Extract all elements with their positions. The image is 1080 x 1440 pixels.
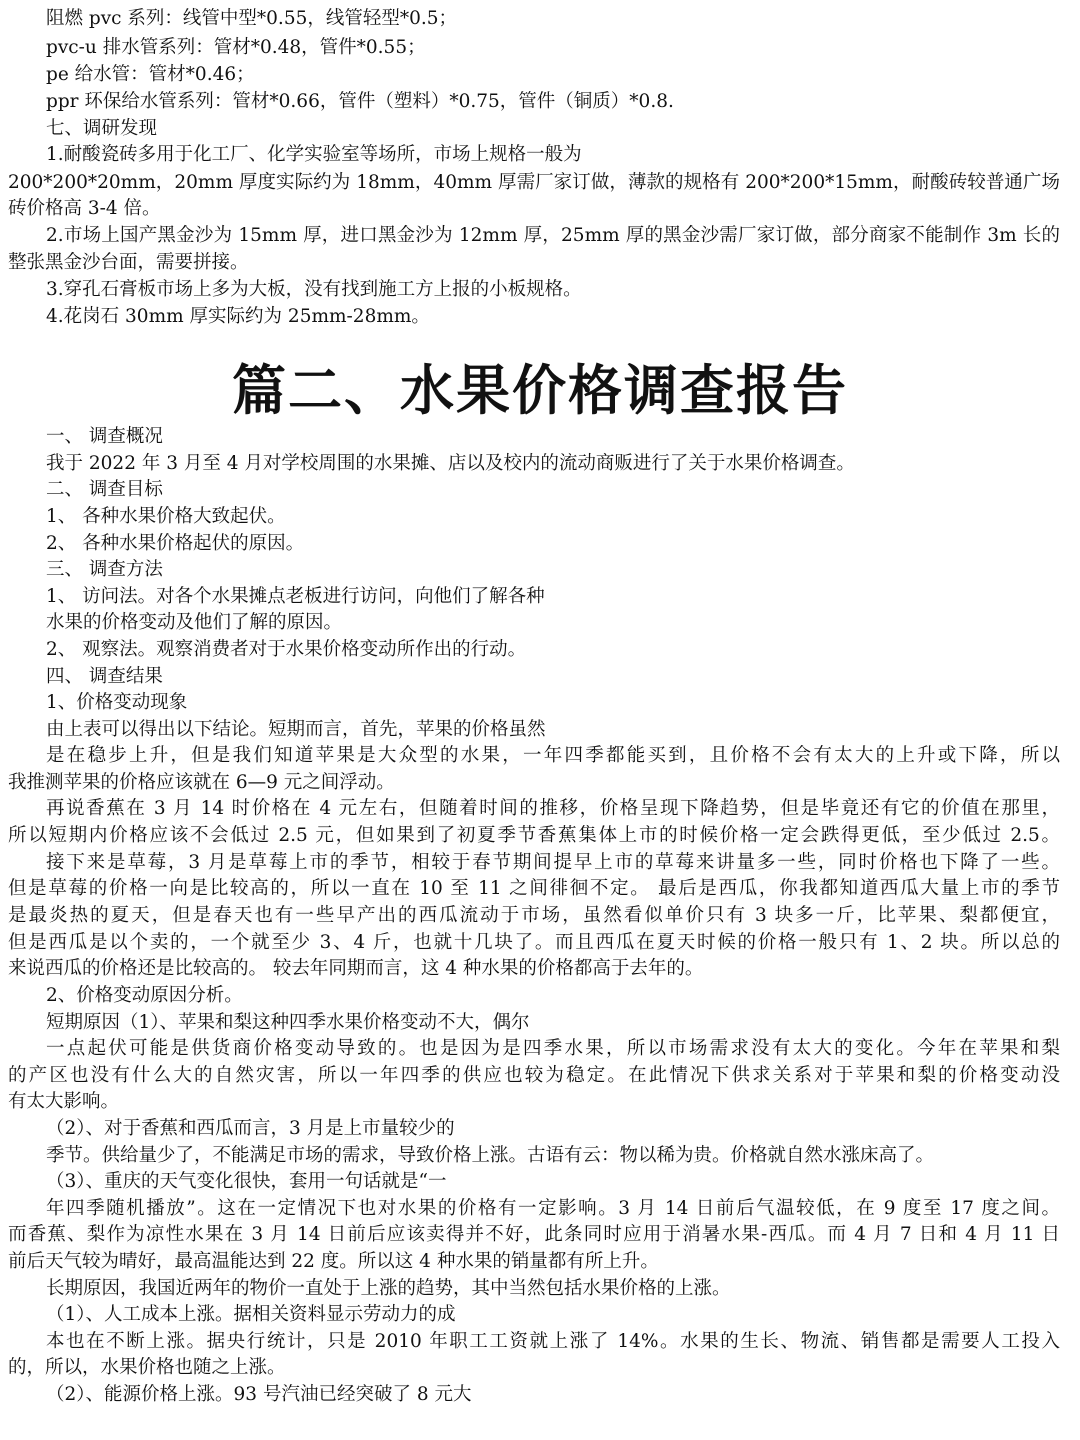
section-heading: 二、 调查目标 (46, 479, 163, 500)
text-line: 的，所以，水果价格也随之上涨。 (8, 1357, 286, 1378)
text-line: 短期原因（1）、苹果和梨这种四季水果价格变动不大，偶尔 (46, 1012, 530, 1033)
text-line: 的产区也没有什么大的自然灾害，所以一年四季的供应也较为稳定。在此情况下供求关系对于苹果和梨的价格变动没 (8, 1065, 1060, 1086)
text-line: 我推测苹果的价格应该就在 6—9 元之间浮动。 (8, 772, 395, 793)
text-line: （2）、对于香蕉和西瓜而言，3 月是上市量较少的 (46, 1118, 455, 1139)
text-line: 季节。供给量少了，不能满足市场的需求，导致价格上涨。古语有云：物以稀为贵。价格就自然水涨床高了。 (46, 1145, 935, 1166)
text-line: （1）、人工成本上涨。据相关资料显示劳动力的成 (46, 1304, 456, 1325)
list-item: 2、 各种水果价格起伏的原因。 (46, 533, 305, 554)
text-line: 前后天气较为晴好，最高温能达到 22 度。所以这 4 种水果的销量都有所上升。 (8, 1251, 659, 1272)
text-line: （3）、重庆的天气变化很快，套用一句话就是“一 (46, 1171, 447, 1192)
section-heading: 四、 调查结果 (46, 666, 163, 687)
text-line: 4.花岗石 30mm 厚实际约为 25mm-28mm。 (46, 306, 430, 327)
text-line: 来说西瓜的价格还是比较高的。 较去年同期而言，这 4 种水果的价格都高于去年的。 (8, 958, 704, 979)
section-heading: 一、 调查概况 (46, 426, 163, 447)
subsection-heading: 2、价格变动原因分析。 (46, 985, 243, 1006)
text-line: 2.市场上国产黑金沙为 15mm 厚，进口黑金沙为 12mm 厚，25mm 厚的黑金沙需厂家订做，部分商家不能制作 3m 长的 (46, 225, 1060, 246)
text-line: 我于 2022 年 3 月至 4 月对学校周围的水果摊、店以及校内的流动商贩进行了关于水果价格调查。 (46, 453, 855, 474)
text-line: 长期原因，我国近两年的物价一直处于上涨的趋势，其中当然包括水果价格的上涨。 (46, 1278, 731, 1299)
text-line: 但是西瓜是以个卖的，一个就至少 3、4 斤，也就十几块了。而且西瓜在夏天时候的价格一般只有 1、2 块。所以总的 (8, 932, 1060, 953)
text-line: 3.穿孔石膏板市场上多为大板，没有找到施工方上报的小板规格。 (46, 279, 582, 300)
text-line: 再说香蕉在 3 月 14 时价格在 4 元左右，但随着时间的推移，价格呈现下降趋势，但是毕竟还有它的价值在那里， (46, 798, 1060, 819)
text-line: 但是草莓的价格一向是比较高的，所以一直在 10 至 11 之间徘徊不定。 最后是西瓜，你我都知道西瓜大量上市的季节 (8, 878, 1060, 899)
section-heading: 三、 调查方法 (46, 559, 163, 580)
text-line: ppr 环保给水管系列：管材*0.66，管件（塑料）*0.75，管件（铜质）*0.8. (46, 91, 674, 112)
section-heading: 七、调研发现 (46, 118, 158, 139)
text-line: 水果的价格变动及他们了解的原因。 (46, 612, 343, 633)
text-line: pe 给水管：管材*0.46； (46, 64, 255, 85)
text-line: （2）、能源价格上涨。93 号汽油已经突破了 8 元大 (46, 1384, 472, 1405)
text-line: 所以短期内价格应该不会低过 2.5 元，但如果到了初夏季节香蕉集体上市的时候价格一定会跌得更低，至少低过 2.5。 (8, 825, 1060, 846)
text-line: 是在稳步上升，但是我们知道苹果是大众型的水果，一年四季都能买到，且价格不会有太大的上升或下降，所以 (46, 745, 1060, 766)
text-line: 是最炎热的夏天，但是春天也有一些早产出的西瓜流动于市场，虽然看似单价只有 3 块多一斤，比苹果、梨都便宜， (8, 905, 1060, 926)
list-item: 1、 各种水果价格大致起伏。 (46, 506, 286, 527)
list-item: 1、 访问法。对各个水果摊点老板进行访问，向他们了解各种 (46, 586, 545, 607)
text-line: 整张黑金沙台面，需要拼接。 (8, 252, 249, 273)
text-line: 年四季随机播放”。这在一定情况下也对水果的价格有一定影响。3 月 14 日前后气温较低，在 9 度至 17 度之间。 (46, 1198, 1060, 1219)
text-line: 砖价格高 3-4 倍。 (8, 198, 161, 219)
text-line: 1.耐酸瓷砖多用于化工厂、化学实验室等场所，市场上规格一般为 (46, 144, 582, 165)
text-line: 阻燃 pvc 系列：线管中型*0.55，线管轻型*0.5； (46, 8, 458, 29)
text-line: 接下来是草莓，3 月是草莓上市的季节，相较于春节期间提早上市的草莓来讲量多一些，同时价格也下降了一些。 (46, 852, 1060, 873)
text-line: 一点起伏可能是供货商价格变动导致的。也是因为是四季水果，所以市场需求没有太大的变化。今年在苹果和梨 (46, 1038, 1060, 1059)
text-line: 由上表可以得出以下结论。短期而言，首先，苹果的价格虽然 (46, 719, 546, 740)
text-line: 而香蕉、梨作为凉性水果在 3 月 14 日前后应该卖得并不好，此条同时应用于消暑水果-西瓜。而 4 月 7 日和 4 月 11 日 (8, 1224, 1060, 1245)
page-title: 篇二、水果价格调查报告 (232, 359, 848, 422)
subsection-heading: 1、价格变动现象 (46, 692, 188, 713)
text-line: pvc-u 排水管系列：管材*0.48，管件*0.55； (46, 37, 426, 58)
text-line: 有太大影响。 (8, 1091, 120, 1112)
text-line: 本也在不断上涨。据央行统计，只是 2010 年职工工资就上涨了 14%。水果的生长、物流、销售都是需要人工投入 (46, 1331, 1060, 1352)
list-item: 2、 观察法。观察消费者对于水果价格变动所作出的行动。 (46, 639, 527, 660)
text-line: 200*200*20mm，20mm 厚度实际约为 18mm，40mm 厚需厂家订做，薄款的规格有 200*200*15mm，耐酸砖较普通广场 (8, 172, 1060, 193)
